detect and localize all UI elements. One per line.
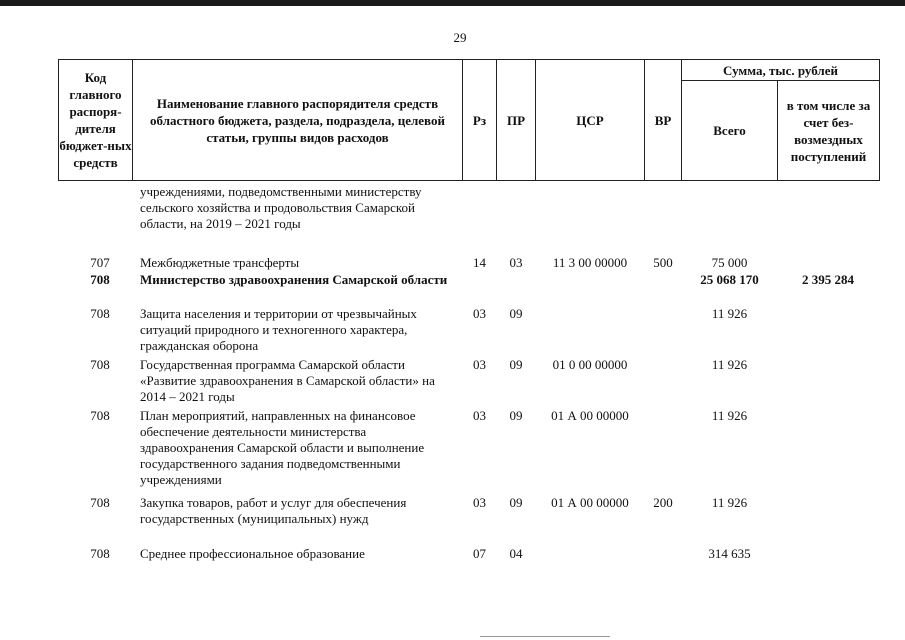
row-7-total: 314 635 bbox=[708, 546, 751, 561]
footer-scan-line bbox=[480, 636, 610, 637]
row-3-code: 708 bbox=[90, 306, 110, 321]
row-2-total: 25 068 170 bbox=[700, 272, 759, 287]
row-5-total: 11 926 bbox=[711, 408, 748, 423]
header-sum: Сумма, тыс. рублей bbox=[723, 62, 838, 78]
row-1-code: 707 bbox=[90, 255, 110, 270]
row-3-total: 11 926 bbox=[711, 306, 748, 321]
row-4-code: 708 bbox=[90, 357, 110, 372]
row-6-csr: 01 А 00 00000 bbox=[551, 495, 629, 510]
header-bottom-line bbox=[58, 180, 880, 181]
header-rz: Рз bbox=[472, 112, 487, 128]
top-scan-border bbox=[0, 0, 905, 6]
row-5-rz: 03 bbox=[473, 408, 486, 423]
row-6-total: 11 926 bbox=[711, 495, 748, 510]
row-2-code: 708 bbox=[90, 272, 110, 287]
row-3-pr: 09 bbox=[509, 306, 523, 321]
header-name: Наименование главного распорядителя средств областного бюджета, раздела, подраздела, целевой статьи, группы видов расходов bbox=[150, 95, 445, 145]
header-vr: ВР bbox=[654, 112, 672, 128]
header-pr: ПР bbox=[506, 112, 526, 128]
row-6-vr: 200 bbox=[653, 495, 673, 510]
row-1-rz: 14 bbox=[473, 255, 486, 270]
row-5-pr: 09 bbox=[509, 408, 523, 423]
row-5-csr: 01 А 00 00000 bbox=[551, 408, 629, 423]
header-csr: ЦСР bbox=[576, 112, 604, 128]
row-4-name: Государственная программа Самарской области «Развитие здравоохранения в Самарской области» на 2014 – 2021 годы bbox=[140, 357, 435, 404]
row-5-code: 708 bbox=[90, 408, 110, 423]
row-4-total: 11 926 bbox=[711, 357, 748, 372]
row-7-pr: 04 bbox=[509, 546, 523, 561]
row-5-name: План мероприятий, направленных на финансовое обеспечение деятельности министерства здравоохранения Самарской области и выполнение государственного задания подведомственными учреждениями bbox=[140, 408, 425, 487]
row-1-csr: 11 3 00 00000 bbox=[552, 255, 628, 270]
row-3-name: Защита населения и территории от чрезвычайных ситуаций природного и техногенного характера, гражданская оборона bbox=[140, 306, 417, 353]
header-code: Код главного распоря-дителя бюджет-ных средств bbox=[59, 70, 132, 170]
row-6-name: Закупка товаров, работ и услуг для обеспечения государственных (муниципальных) нужд bbox=[140, 495, 407, 526]
row-1-total: 75 000 bbox=[711, 255, 748, 270]
row-4-rz: 03 bbox=[473, 357, 486, 372]
row-7-name: Среднее профессиональное образование bbox=[140, 546, 365, 561]
row-7-code: 708 bbox=[90, 546, 110, 561]
row-4-csr: 01 0 00 00000 bbox=[552, 357, 628, 372]
header-free: в том числе за счет без-возмездных поступлений bbox=[786, 97, 871, 164]
header-total: Всего bbox=[713, 123, 746, 138]
row-1-vr: 500 bbox=[653, 255, 673, 270]
row-1-name: Межбюджетные трансферты bbox=[140, 255, 300, 270]
row-2-name: Министерство здравоохранения Самарской области bbox=[140, 272, 448, 287]
row-6-rz: 03 bbox=[473, 495, 486, 510]
page-number: 29 bbox=[453, 30, 467, 45]
row-2-free: 2 395 284 bbox=[802, 272, 854, 287]
row-6-pr: 09 bbox=[509, 495, 523, 510]
row-7-rz: 07 bbox=[473, 546, 486, 561]
row-4-pr: 09 bbox=[509, 357, 523, 372]
row-1-pr: 03 bbox=[509, 255, 523, 270]
row-6-code: 708 bbox=[90, 495, 110, 510]
row-0-name: учреждениями, подведомственными министерству сельского хозяйства и продовольствия Самарской области, на 2019 – 2021 годы bbox=[140, 184, 422, 231]
row-3-rz: 03 bbox=[473, 306, 486, 321]
